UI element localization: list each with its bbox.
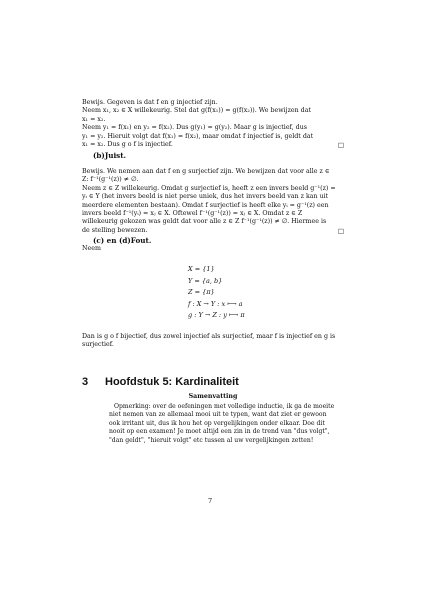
conclusion-line: surjectief. [82,341,114,349]
proof-surjective [82,168,344,235]
math-line: X = {1} [188,265,215,273]
section-heading [82,376,239,388]
proof-line: meerdere elementen bestaan). Omdat f surjectief is heeft elke yᵢ = g⁻¹(z) een [82,201,329,209]
proof-line: Neem y₁ = f(x₁) en y₂ = f(x₂). Dus g(y₁) = g(y₂). Maar g is injectief, dus [82,124,307,132]
proof-line-text: de stelling bewezen. [82,226,148,234]
proof-line: invers beeld f⁻¹(yᵢ) = xⱼ ∈ X. Oftewel f⁻¹(g⁻¹(z)) = xⱼ ∈ X. Omdat z ∈ Z [82,210,303,218]
proof-line: Z: f⁻¹(g⁻¹(z)) ≠ ∅. [82,176,139,184]
math-line: Y = {a, b} [188,276,223,285]
page-number: 7 [208,497,213,505]
proof-line: Neem z ∈ Z willekeurig. Omdat g surjectief is, heeft z een invers beeld g⁻¹(z) = [82,184,336,192]
abstract-line: ook irritant uit, dus ik hou het op vergelijkingen onder elkaar. Doe dit [109,419,325,427]
neem-text: Neem [82,245,101,252]
math-line: f : X → Y : x ⟼ a [188,299,243,308]
conclusion-line: Dan is g o f bijectief, dus zowel injectief als surjectief, maar f is injectief en g is [82,333,336,340]
proof-line: x₁ = x₂. [82,115,106,123]
qed-symbol: □ [337,226,344,235]
proof-line [82,227,344,235]
heading-cd: (c) en (d)Fout. [93,236,152,245]
proof-line: Bewijs. We nemen aan dat f en g surjectief zijn. We bewijzen dat voor alle z ∈ [82,168,330,175]
math-line: g : Y → Z : y ⟼ π [188,311,245,319]
proof-line: yᵢ ∈ Y (het invers beeld is niet perse uniek, dus het invers beeld van z kan uit [82,193,329,201]
qed-symbol: □ [337,141,344,150]
abstract [109,403,335,445]
proof-line: willekeurig gekozen was geldt dat voor alle z ∈ Z f⁻¹(g⁻¹(z)) ≠ ∅. Hiermee is [82,218,327,226]
math-line: Z = {π} [188,288,215,296]
proof-line: Neem x₁, x₂ ∈ X willekeurig. Stel dat g(f(x₁)) = g(f(x₂)). We bewijzen dat [82,107,311,115]
abstract-line: niet nemen van ze allemaal mooi uit te typen, want dat ziet er gewoon [109,411,327,419]
proof-line: y₁ = y₂. Hieruit volgt dat f(x₁) = f(x₂), maar omdat f injectief is, geldt dat [82,132,314,140]
proof-line [82,141,344,149]
abstract-line: Opmerking: over de oefeningen met volledige inductie, ik ga de moeite [114,403,335,410]
proof-line-text: x₁ = x₂. Dus g o f is injectief. [82,141,173,149]
counterexample-math [188,264,278,322]
abstract-line: nooit op een examen! Je moet altijd een zin in de trend van "dus volgt", [109,428,330,436]
proof-line: Bewijs. Gegeven is dat f en g injectief zijn. [82,99,218,106]
conclusion [82,333,344,350]
section-title: Hoofdstuk 5: Kardinaliteit [105,376,239,388]
proof-injective [82,99,344,149]
section-number: 3 [82,376,89,388]
abstract-title: Samenvatting [188,393,238,400]
abstract-line: "dan geldt", "hieruit volgt" etc tussen al uw vergelijkingen zetten! [109,436,314,444]
heading-b: (b)Juist. [93,151,127,160]
